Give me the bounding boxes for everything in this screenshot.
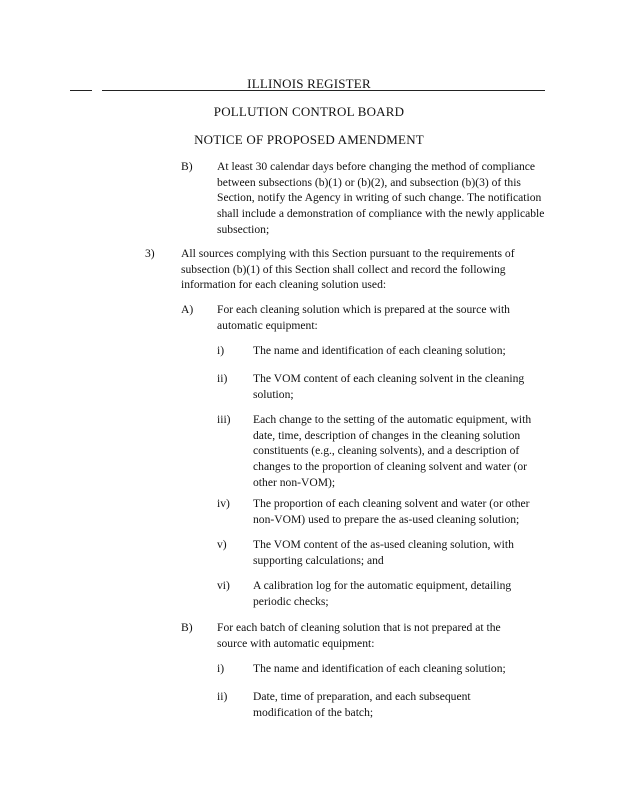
header-rule-long xyxy=(102,90,545,91)
register-title: ILLINOIS REGISTER xyxy=(247,76,371,91)
item-a-v-label: v) xyxy=(217,538,227,551)
notice-title: NOTICE OF PROPOSED AMENDMENT xyxy=(194,132,424,147)
item-b-ii-text: Date, time of preparation, and each subsequent modification of the batch; xyxy=(253,690,471,719)
item-a-vi-label: vi) xyxy=(217,579,230,592)
item-3-text: All sources complying with this Section pursuant to the requirements of subsection (b)(1) of this Section shall collect and record the following information for each cleaning solution used: xyxy=(181,247,515,292)
item-a-iii-label: iii) xyxy=(217,413,231,426)
item-b-top-label: B) xyxy=(181,160,193,173)
item-b-i-text: The name and identification of each cleaning solution; xyxy=(253,662,506,675)
item-a-i-text: The name and identification of each cleaning solution; xyxy=(253,344,506,357)
item-b-ii-label: ii) xyxy=(217,690,228,703)
item-a-v-text: The VOM content of the as-used cleaning solution, with supporting calculations; and xyxy=(253,538,514,567)
agency-title: POLLUTION CONTROL BOARD xyxy=(213,104,405,119)
item-a-ii-label: ii) xyxy=(217,372,228,385)
item-b-label: B) xyxy=(181,621,193,634)
item-a-label: A) xyxy=(181,303,194,316)
item-b-i-label: i) xyxy=(217,662,225,675)
item-a-iv-text: The proportion of each cleaning solvent and water (or other non-VOM) used to prepare the as-used cleaning solution; xyxy=(253,497,530,526)
item-b-top-text: At least 30 calendar days before changing the method of compliance between subsections (b)(1) or (b)(2), and subsection (b)(3) of this Section, notify the Agency in writing of such change. The notification shall include a demonstration of compliance with the newly applicable subsection; xyxy=(217,160,545,236)
item-a-text: For each cleaning solution which is prepared at the source with automatic equipment: xyxy=(217,303,510,332)
item-a-iv-label: iv) xyxy=(217,497,230,510)
item-a-iii-text: Each change to the setting of the automatic equipment, with date, time, description of changes in the cleaning solution constituents (e.g., cleaning solvents), and a description of changes to the proportion of cleaning solvent and water (or other non-VOM); xyxy=(253,413,532,489)
header-rule-short xyxy=(70,90,92,91)
item-b-text: For each batch of cleaning solution that is not prepared at the source with automatic equipment: xyxy=(217,621,501,650)
item-a-ii-text: The VOM content of each cleaning solvent in the cleaning solution; xyxy=(253,372,525,401)
item-a-i-label: i) xyxy=(217,344,225,357)
item-3-label: 3) xyxy=(145,247,155,260)
item-a-vi-text: A calibration log for the automatic equipment, detailing periodic checks; xyxy=(253,579,512,608)
